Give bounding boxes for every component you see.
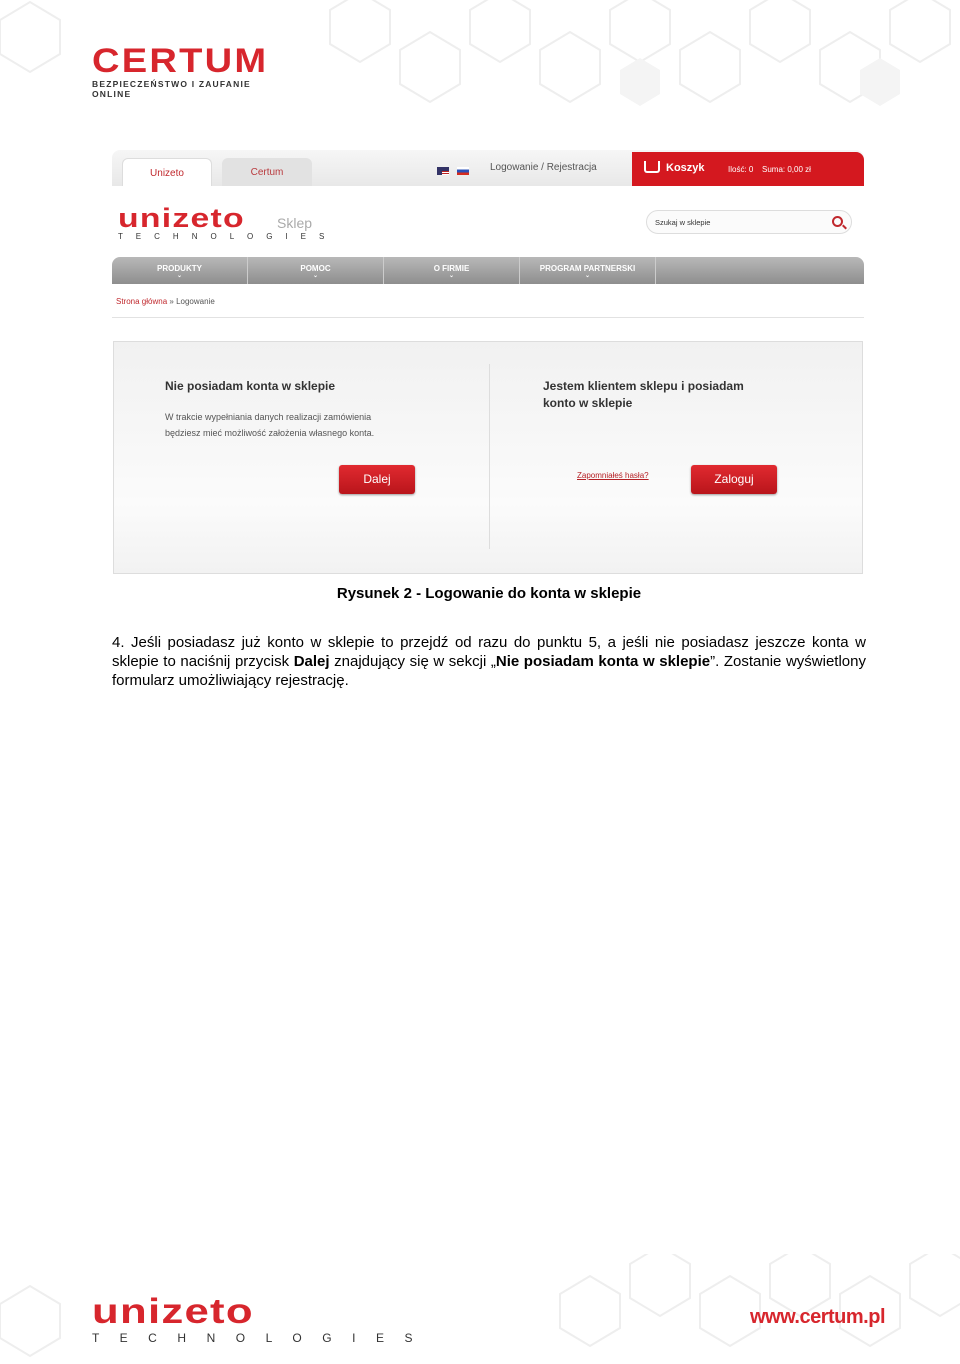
cart-bar[interactable] — [632, 152, 864, 186]
chevron-down-icon: ⌄ — [448, 273, 455, 279]
breadcrumb-home[interactable]: Strona główna — [116, 297, 168, 306]
paragraph-text-1: 4. Jeśli posiadasz już konto w sklepie to przejdź od razu do punktu 5, a jeśli nie posiadasz jeszcze konta w sklepie to naciśnij przycisk — [112, 634, 866, 670]
has-account-title-1: Jestem klientem sklepu i posiadam — [543, 379, 744, 393]
shop-top-bar — [112, 150, 864, 186]
paragraph-bold-dalej: Dalej — [293, 653, 330, 670]
nav-program-partnerski[interactable] — [520, 257, 656, 284]
footer-logo-sub: T E C H N O L O G I E S — [92, 1331, 422, 1345]
breadcrumb-separator: » — [169, 297, 174, 306]
column-divider — [489, 364, 490, 549]
shop-label: Sklep — [277, 215, 313, 231]
chevron-down-icon: ⌄ — [312, 273, 319, 279]
breadcrumb — [116, 297, 215, 306]
flag-en-icon[interactable] — [437, 167, 449, 175]
chevron-down-icon: ⌄ — [176, 273, 183, 279]
breadcrumb-divider — [112, 317, 864, 318]
next-button[interactable]: Dalej — [339, 465, 415, 494]
no-account-text-1: W trakcie wypełniania danych realizacji zamówienia — [165, 412, 372, 422]
basket-icon — [644, 161, 660, 173]
no-account-title: Nie posiadam konta w sklepie — [165, 379, 336, 393]
tab-unizeto[interactable]: Unizeto — [122, 158, 212, 186]
certum-tagline: BEZPIECZEŃSTWO I ZAUFANIE ONLINE — [92, 79, 251, 99]
chevron-down-icon: ⌄ — [584, 273, 591, 279]
nav-produkty[interactable] — [112, 257, 248, 284]
nav-o-firmie[interactable] — [384, 257, 520, 284]
language-flags — [437, 162, 477, 180]
footer-website: www.certum.pl — [750, 1306, 886, 1328]
nav-pomoc-label: POMOC — [300, 264, 331, 273]
login-button[interactable]: Zaloguj — [691, 465, 777, 494]
certum-logo — [92, 42, 292, 99]
main-nav — [112, 257, 864, 284]
footer-logo-word: unizeto — [92, 1292, 254, 1331]
footer-unizeto-logo — [92, 1292, 422, 1345]
cart-quantity: Ilość: 0 — [728, 165, 754, 174]
breadcrumb-current: Logowanie — [176, 297, 215, 306]
instruction-paragraph — [112, 633, 866, 690]
shop-logo-word: unizeto — [118, 203, 245, 233]
cart-label: Koszyk — [666, 162, 705, 174]
search-input[interactable] — [646, 210, 852, 234]
paragraph-bold-section: Nie posiadam konta w sklepie — [495, 653, 711, 670]
shop-logo-sub: T E C H N O L O G I E S — [118, 232, 330, 241]
login-panel — [113, 341, 863, 574]
shop-screenshot — [112, 150, 864, 575]
forgot-password-link[interactable]: Zapomniałeś hasła? — [577, 471, 649, 480]
paragraph-text-3: ”. Zostanie wyświetlony formularz umożliwiający rejestrację. — [112, 653, 866, 689]
search-icon[interactable] — [832, 216, 843, 227]
nav-produkty-label: PRODUKTY — [157, 264, 202, 273]
cart-sum: Suma: 0,00 zł — [762, 165, 811, 174]
nav-pomoc[interactable] — [248, 257, 384, 284]
tab-certum[interactable]: Certum — [222, 158, 312, 186]
no-account-text-2: będziesz mieć możliwość założenia własnego konta. — [165, 428, 375, 438]
nav-program-partnerski-label: PROGRAM PARTNERSKI — [539, 264, 636, 273]
certum-logo-word: CERTUM — [92, 42, 269, 80]
flag-ru-icon[interactable] — [457, 167, 469, 175]
figure-caption: Rysunek 2 - Logowanie do konta w sklepie — [336, 585, 642, 602]
login-register-link[interactable]: Logowanie / Rejestracja — [490, 162, 597, 173]
has-account-title-2: konto w sklepie — [543, 396, 633, 410]
search-placeholder: Szukaj w sklepie — [655, 218, 711, 227]
nav-o-firmie-label: O FIRMIE — [433, 264, 470, 273]
paragraph-text-2: znajdujący się w sekcji „ — [329, 653, 496, 670]
